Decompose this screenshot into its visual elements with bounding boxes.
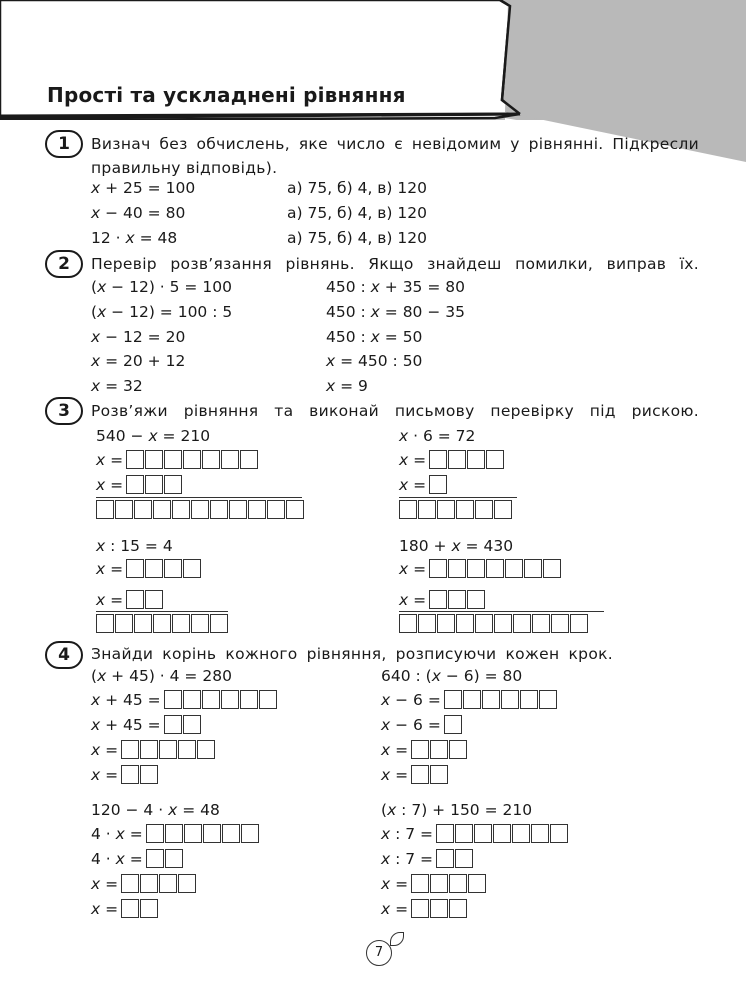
step-row	[91, 874, 197, 893]
answer-box[interactable]	[475, 500, 493, 519]
answer-box[interactable]	[436, 849, 454, 868]
answer-boxes[interactable]	[411, 765, 449, 784]
answer-box[interactable]	[418, 614, 436, 633]
answer-boxes[interactable]	[436, 849, 474, 868]
task2-left-step: x = 32	[91, 377, 143, 395]
answer-box[interactable]	[183, 715, 201, 734]
task1-options[interactable]: а) 75, б) 4, в) 120	[287, 229, 427, 247]
answer-box[interactable]	[418, 500, 436, 519]
answer-box[interactable]	[159, 874, 177, 893]
task2-left-step: (x − 12) · 5 = 100	[91, 278, 232, 296]
step-label: x − 6 =	[381, 715, 441, 734]
answer-box[interactable]	[444, 715, 462, 734]
step-row	[91, 824, 260, 843]
step-row	[381, 715, 463, 734]
task4-equation-d: (x : 7) + 150 = 210	[381, 801, 533, 819]
check-row	[399, 500, 513, 519]
answer-box[interactable]	[164, 559, 182, 578]
step-label: x =	[381, 874, 409, 893]
answer-box[interactable]	[411, 740, 429, 759]
answer-box[interactable]	[221, 690, 239, 709]
answer-boxes[interactable]	[444, 690, 558, 709]
answer-box[interactable]	[513, 614, 531, 633]
answer-box[interactable]	[449, 740, 467, 759]
answer-box[interactable]	[126, 450, 144, 469]
answer-box[interactable]	[222, 824, 240, 843]
answer-box[interactable]	[164, 690, 182, 709]
check-boxes[interactable]	[399, 614, 589, 633]
step-row	[381, 765, 449, 784]
answer-box[interactable]	[430, 899, 448, 918]
answer-box[interactable]	[437, 500, 455, 519]
step-label: x =	[91, 874, 119, 893]
step-label: x + 45 =	[91, 690, 161, 709]
answer-box[interactable]	[197, 740, 215, 759]
x-label: x =	[96, 559, 124, 578]
answer-row	[399, 590, 486, 609]
task4-equation-a: (x + 45) · 4 = 280	[91, 667, 232, 685]
answer-box[interactable]	[267, 500, 285, 519]
step-label: x =	[91, 899, 119, 918]
answer-box[interactable]	[475, 614, 493, 633]
answer-box[interactable]	[121, 740, 139, 759]
x-label: x =	[96, 450, 124, 469]
answer-box[interactable]	[203, 824, 221, 843]
answer-box[interactable]	[448, 590, 466, 609]
answer-row	[96, 475, 183, 494]
answer-box[interactable]	[146, 824, 164, 843]
page-number: 7	[366, 940, 392, 966]
answer-boxes[interactable]	[411, 874, 487, 893]
answer-box[interactable]	[240, 690, 258, 709]
answer-boxes[interactable]	[146, 849, 184, 868]
answer-boxes[interactable]	[126, 590, 164, 609]
answer-box[interactable]	[437, 614, 455, 633]
answer-box[interactable]	[248, 500, 266, 519]
answer-boxes[interactable]	[164, 690, 278, 709]
step-row	[381, 690, 558, 709]
answer-boxes[interactable]	[429, 590, 486, 609]
task2-left-step: x − 12 = 20	[91, 328, 186, 346]
answer-box[interactable]	[429, 450, 447, 469]
answer-box[interactable]	[468, 874, 486, 893]
answer-box[interactable]	[146, 849, 164, 868]
step-row	[91, 690, 278, 709]
answer-box[interactable]	[512, 824, 530, 843]
answer-box[interactable]	[145, 475, 163, 494]
answer-box[interactable]	[551, 614, 569, 633]
answer-box[interactable]	[505, 559, 523, 578]
answer-box[interactable]	[411, 874, 429, 893]
answer-box[interactable]	[539, 690, 557, 709]
answer-box[interactable]	[126, 590, 144, 609]
answer-boxes[interactable]	[411, 740, 468, 759]
step-label: x : 7 =	[381, 824, 434, 843]
answer-box[interactable]	[399, 614, 417, 633]
answer-box[interactable]	[183, 690, 201, 709]
task2-right-step: x = 9	[326, 377, 368, 395]
x-label: x =	[96, 590, 124, 609]
answer-boxes[interactable]	[126, 475, 183, 494]
step-label: 4 · x =	[91, 824, 143, 843]
answer-box[interactable]	[96, 500, 114, 519]
answer-box[interactable]	[172, 500, 190, 519]
answer-box[interactable]	[145, 559, 163, 578]
step-label: x =	[381, 740, 409, 759]
answer-box[interactable]	[455, 849, 473, 868]
answer-boxes[interactable]	[146, 824, 260, 843]
task2-right-step: 450 : x = 50	[326, 328, 423, 346]
answer-box[interactable]	[467, 559, 485, 578]
answer-box[interactable]	[449, 899, 467, 918]
answer-box[interactable]	[531, 824, 549, 843]
answer-box[interactable]	[524, 559, 542, 578]
answer-box[interactable]	[121, 874, 139, 893]
answer-box[interactable]	[467, 450, 485, 469]
task3-equation-d: 180 + x = 430	[399, 537, 514, 555]
answer-box[interactable]	[164, 450, 182, 469]
answer-box[interactable]	[178, 874, 196, 893]
task-number-badge: 3	[45, 397, 83, 425]
step-label: x : 7 =	[381, 849, 434, 868]
answer-box[interactable]	[140, 899, 158, 918]
check-row	[399, 614, 589, 633]
x-label: x =	[399, 475, 427, 494]
answer-box[interactable]	[463, 690, 481, 709]
task1-equation: 12 · x = 48	[91, 229, 178, 247]
step-row	[91, 740, 216, 759]
step-row	[91, 715, 202, 734]
answer-box[interactable]	[429, 590, 447, 609]
answer-boxes[interactable]	[126, 450, 259, 469]
answer-box[interactable]	[494, 614, 512, 633]
answer-box[interactable]	[121, 899, 139, 918]
answer-box[interactable]	[165, 824, 183, 843]
task-number-badge: 1	[45, 130, 83, 158]
answer-box[interactable]	[134, 500, 152, 519]
answer-box[interactable]	[286, 500, 304, 519]
answer-box[interactable]	[448, 559, 466, 578]
step-label: x − 6 =	[381, 690, 441, 709]
answer-box[interactable]	[159, 740, 177, 759]
answer-boxes[interactable]	[444, 715, 463, 734]
answer-box[interactable]	[172, 614, 190, 633]
answer-box[interactable]	[140, 765, 158, 784]
answer-box[interactable]	[493, 824, 511, 843]
answer-box[interactable]	[96, 614, 114, 633]
x-label: x =	[399, 559, 427, 578]
answer-box[interactable]	[202, 690, 220, 709]
answer-box[interactable]	[115, 614, 133, 633]
answer-row	[96, 450, 259, 469]
task1-text-line1: Визнач без обчислень, яке число є невідомим у рівнянні. Підкресли	[91, 135, 699, 153]
task4-equation-c: 120 − 4 · x = 48	[91, 801, 220, 819]
answer-box[interactable]	[449, 874, 467, 893]
task1-text-line2: правильну відповідь).	[91, 159, 278, 177]
answer-box[interactable]	[126, 559, 144, 578]
answer-box[interactable]	[191, 500, 209, 519]
page-title: Прості та ускладнені рівняння	[47, 83, 406, 107]
answer-box[interactable]	[411, 899, 429, 918]
check-boxes[interactable]	[96, 500, 305, 519]
answer-box[interactable]	[164, 475, 182, 494]
step-label: x + 45 =	[91, 715, 161, 734]
answer-box[interactable]	[399, 500, 417, 519]
answer-box[interactable]	[550, 824, 568, 843]
task3-text: Розв’яжи рівняння та виконай письмову перевірку під рискою.	[91, 402, 699, 420]
answer-boxes[interactable]	[126, 559, 202, 578]
answer-box[interactable]	[456, 614, 474, 633]
answer-box[interactable]	[543, 559, 561, 578]
answer-boxes[interactable]	[429, 559, 562, 578]
answer-box[interactable]	[456, 500, 474, 519]
answer-box[interactable]	[241, 824, 259, 843]
answer-row	[96, 559, 202, 578]
check-line	[399, 497, 517, 498]
step-label: 4 · x =	[91, 849, 143, 868]
answer-box[interactable]	[153, 500, 171, 519]
answer-box[interactable]	[229, 500, 247, 519]
answer-row	[399, 559, 562, 578]
task2-right-step: 450 : x = 80 − 35	[326, 303, 465, 321]
answer-box[interactable]	[178, 740, 196, 759]
answer-box[interactable]	[183, 559, 201, 578]
answer-boxes[interactable]	[121, 874, 197, 893]
step-label: x =	[381, 765, 409, 784]
task1-equation: x + 25 = 100	[91, 179, 196, 197]
task2-text: Перевір розв’язання рівнянь. Якщо знайдеш помилки, виправ їх.	[91, 255, 699, 273]
answer-box[interactable]	[570, 614, 588, 633]
answer-box[interactable]	[520, 690, 538, 709]
answer-row	[399, 450, 505, 469]
answer-box[interactable]	[486, 559, 504, 578]
check-line	[399, 611, 604, 612]
answer-boxes[interactable]	[121, 765, 159, 784]
task1-options[interactable]: а) 75, б) 4, в) 120	[287, 179, 427, 197]
step-row	[91, 899, 159, 918]
answer-box[interactable]	[444, 690, 462, 709]
answer-box[interactable]	[221, 450, 239, 469]
task2-right-step: 450 : x + 35 = 80	[326, 278, 465, 296]
task4-text: Знайди корінь кожного рівняння, розписуючи кожен крок.	[91, 645, 613, 663]
answer-box[interactable]	[191, 614, 209, 633]
task2-right-step: x = 450 : 50	[326, 352, 423, 370]
answer-boxes[interactable]	[429, 450, 505, 469]
answer-box[interactable]	[165, 849, 183, 868]
answer-box[interactable]	[153, 614, 171, 633]
answer-box[interactable]	[429, 475, 447, 494]
answer-box[interactable]	[210, 500, 228, 519]
answer-box[interactable]	[467, 590, 485, 609]
check-line	[96, 611, 228, 612]
answer-boxes[interactable]	[164, 715, 202, 734]
step-label: x =	[91, 765, 119, 784]
step-row	[381, 849, 474, 868]
task2-left-step: (x − 12) = 100 : 5	[91, 303, 233, 321]
answer-box[interactable]	[430, 740, 448, 759]
x-label: x =	[96, 475, 124, 494]
answer-box[interactable]	[134, 614, 152, 633]
x-label: x =	[399, 450, 427, 469]
task3-equation-a: 540 − x = 210	[96, 427, 211, 445]
answer-boxes[interactable]	[436, 824, 569, 843]
answer-box[interactable]	[140, 740, 158, 759]
step-row	[381, 874, 487, 893]
answer-box[interactable]	[183, 450, 201, 469]
answer-box[interactable]	[429, 559, 447, 578]
step-row	[91, 849, 184, 868]
answer-box[interactable]	[145, 450, 163, 469]
leaf-icon	[390, 932, 404, 946]
task1-options[interactable]: а) 75, б) 4, в) 120	[287, 204, 427, 222]
answer-box[interactable]	[202, 450, 220, 469]
answer-box[interactable]	[240, 450, 258, 469]
answer-box[interactable]	[145, 590, 163, 609]
answer-row	[96, 590, 164, 609]
answer-box[interactable]	[455, 824, 473, 843]
step-row	[91, 765, 159, 784]
step-row	[381, 824, 569, 843]
answer-box[interactable]	[436, 824, 454, 843]
answer-box[interactable]	[126, 475, 144, 494]
answer-box[interactable]	[115, 500, 133, 519]
check-line	[96, 497, 302, 498]
answer-box[interactable]	[474, 824, 492, 843]
answer-box[interactable]	[501, 690, 519, 709]
answer-box[interactable]	[430, 874, 448, 893]
check-boxes[interactable]	[96, 614, 229, 633]
task-number-badge: 4	[45, 641, 83, 669]
answer-box[interactable]	[430, 765, 448, 784]
answer-box[interactable]	[140, 874, 158, 893]
step-label: x =	[381, 899, 409, 918]
x-label: x =	[399, 590, 427, 609]
check-row	[96, 614, 229, 633]
task-number-badge: 2	[45, 250, 83, 278]
task3-equation-b: x · 6 = 72	[399, 427, 476, 445]
check-boxes[interactable]	[399, 500, 513, 519]
answer-box[interactable]	[482, 690, 500, 709]
step-row	[381, 899, 468, 918]
task3-equation-c: x : 15 = 4	[96, 537, 173, 555]
answer-boxes[interactable]	[411, 899, 468, 918]
answer-box[interactable]	[411, 765, 429, 784]
answer-row	[399, 475, 448, 494]
step-label: x =	[91, 740, 119, 759]
answer-box[interactable]	[184, 824, 202, 843]
answer-boxes[interactable]	[121, 899, 159, 918]
answer-box[interactable]	[532, 614, 550, 633]
answer-box[interactable]	[486, 450, 504, 469]
answer-boxes[interactable]	[429, 475, 448, 494]
answer-box[interactable]	[448, 450, 466, 469]
task2-left-step: x = 20 + 12	[91, 352, 186, 370]
task4-equation-b: 640 : (x − 6) = 80	[381, 667, 523, 685]
answer-box[interactable]	[121, 765, 139, 784]
check-row	[96, 500, 305, 519]
task1-equation: x − 40 = 80	[91, 204, 186, 222]
answer-box[interactable]	[210, 614, 228, 633]
step-row	[381, 740, 468, 759]
answer-box[interactable]	[494, 500, 512, 519]
answer-box[interactable]	[164, 715, 182, 734]
answer-boxes[interactable]	[121, 740, 216, 759]
answer-box[interactable]	[259, 690, 277, 709]
